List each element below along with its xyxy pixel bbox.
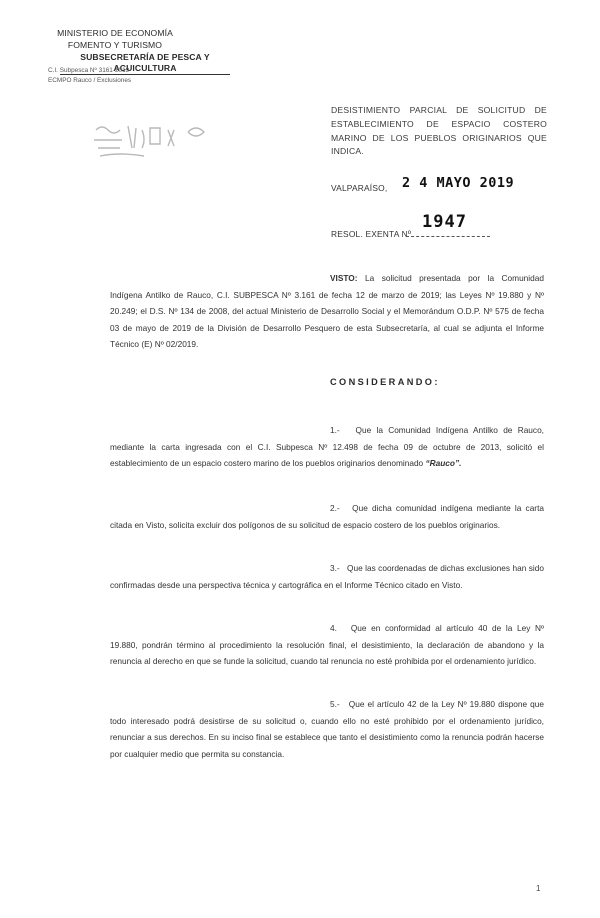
resol-number-line: [406, 236, 490, 237]
considerando-2-first: Que dicha comunidad indígena mediante la: [352, 503, 522, 513]
considerando-1: [110, 422, 544, 472]
considerando-4-first: Que en conformidad al artículo 40 de la Ley: [350, 623, 531, 633]
considerando-1-number: 1.-: [330, 425, 340, 435]
considerando-4-number: 4.: [330, 623, 337, 633]
considerando-2: [110, 500, 544, 533]
considerando-5-text: dispone que todo interesado podrá desistirse de su solicitud o, cuando ello no esté prohibido por el ordenamiento jurídico, renunciar a sus derechos. En su inciso final se establece que tanto el desistimiento como la renuncia podrán hacerse por cualquier medio que permita su constancia.: [110, 699, 544, 759]
resolution-subject: DESISTIMIENTO PARCIAL DE SOLICITUD DE ESTABLECIMIENTO DE ESPACIO COSTERO MARINO DE LOS PUEBLOS ORIGINARIOS QUE INDICA.: [331, 105, 547, 157]
considerando-4: [110, 620, 544, 670]
considerando-5-first: Que el artículo 42 de la Ley Nº 19.880: [348, 699, 496, 709]
considerando-1-text: Rauco, mediante la carta ingresada con el C.I. Subpesca Nº 12.498 de fecha 09 de octubre de 2013, solicitó el establecimiento de un espacio costero marino de los pueblos originarios denominado: [110, 425, 544, 469]
faded-stamp-icon: [88, 116, 228, 162]
considerando-1-first: Que la Comunidad Indígena Antilko de: [355, 425, 513, 435]
considerando-3-first: Que las coordenadas de dichas exclusiones: [347, 563, 511, 573]
page-number: 1: [536, 884, 541, 893]
ministry-subname: FOMENTO Y TURISMO: [67, 40, 163, 50]
considerando-3: [110, 560, 544, 593]
resol-number: 1947: [422, 212, 467, 232]
considerando-4-text: Nº 19.880, pondrán término al procedimiento la resolución final, el desistimiento, la declaración de abandono y la renuncia al derecho en que se funde la solicitud, cuando tal renuncia no esté prohibida por el ordenamiento jurídico.: [110, 623, 545, 667]
considerando-heading: CONSIDERANDO:: [330, 377, 440, 387]
ministry-name: MINISTERIO DE ECONOMÍA: [57, 28, 173, 38]
ci-reference: C.I. Subpesca Nº 3161-2019: [48, 67, 130, 74]
ecmpo-reference: ECMPO Rauco / Exclusiones: [48, 77, 132, 84]
considerando-5-number: 5.-: [330, 699, 340, 709]
considerando-2-number: 2.-: [330, 503, 340, 513]
considerando-1-name: “Rauco”.: [425, 458, 462, 469]
considerando-3-number: 3.-: [330, 563, 340, 573]
considerando-3-text: han sido confirmadas desde una perspectiva técnica y cartográfica en el Informe Técnico citado en Visto.: [110, 563, 545, 590]
subsecretaria-name: SUBSECRETARÍA DE PESCA Y ACUICULTURA: [60, 52, 230, 75]
visto-paragraph: [110, 270, 544, 353]
resolution-date: 2 4 MAYO 2019: [402, 175, 515, 191]
visto-text: La solicitud presentada por la Comunidad Indígena Antilko de Rauco, C.I. SUBPESCA Nº 3.161 de fecha 12 de marzo de 2019; las Leyes Nº 19.880 y Nº 20.249; el D.S. Nº 134 de 2008, del actual Ministerio de Desarrollo Social y el Memorándum O.D.P. Nº 575 de fecha 03 de mayo de 2019 de la División de Desarrollo Pesquero de esta Subsecretaría, al cual se adjunta el Informe Técnico (E) Nº 02/2019.: [110, 273, 544, 350]
visto-label: VISTO:: [330, 273, 358, 283]
resol-label: RESOL. EXENTA Nº: [331, 229, 412, 239]
considerando-2-text: carta citada en Visto, solicita excluir dos polígonos de su solicitud de espacio costero de los pueblos originarios.: [110, 503, 544, 530]
considerando-5: [110, 696, 544, 762]
place-label: VALPARAÍSO,: [331, 183, 388, 193]
